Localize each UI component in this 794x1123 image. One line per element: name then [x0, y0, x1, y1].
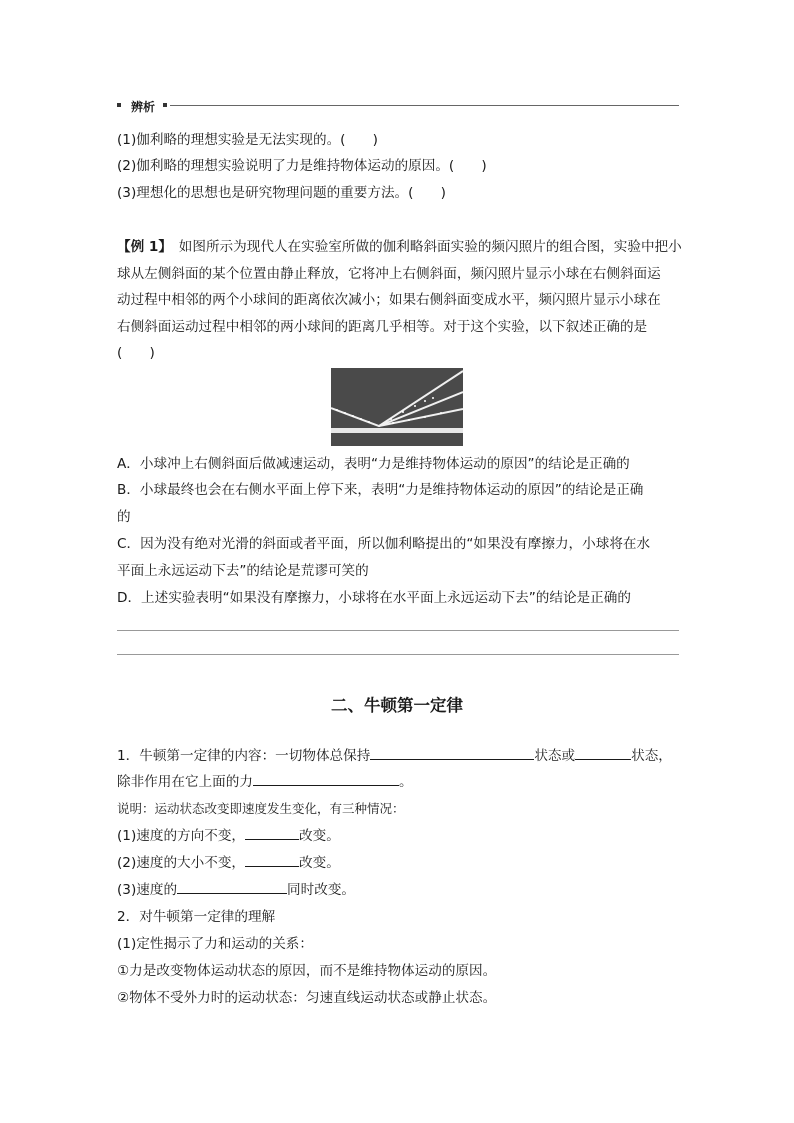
fill-blank[interactable] — [370, 745, 534, 760]
square-bullet-icon — [163, 103, 167, 107]
square-bullet-icon — [117, 103, 121, 107]
option-b: B．小球最终也会在右侧水平面上停下来，表明“力是维持物体运动的原因”的结论是正确 — [117, 482, 644, 498]
example-line-3: 动过程中相邻的两个小球间的距离依次减小；如果右侧斜面变成水平，频闪照片显示小球在 — [117, 292, 661, 308]
judge-item-2: (2)伽利略的理想实验说明了力是维持物体运动的原因。( ) — [117, 158, 487, 174]
fill-blank[interactable] — [253, 771, 399, 786]
option-c-cont: 平面上永远运动下去”的结论是荒谬可笑的 — [117, 563, 369, 579]
divider-top — [117, 630, 679, 631]
galileo-incline-photo — [331, 368, 463, 446]
fill-blank[interactable] — [245, 852, 299, 867]
point-2: ②物体不受外力时的运动状态：匀速直线运动状态或静止状态。 — [117, 990, 497, 1006]
case-3: (3)速度的 同时改变。 — [117, 877, 679, 903]
option-a: A．小球冲上右侧斜面后做减速运动，表明“力是维持物体运动的原因”的结论是正确的 — [117, 456, 630, 472]
sub-1: (1)定性揭示了力和运动的关系： — [117, 936, 313, 952]
fill-blank[interactable] — [177, 879, 287, 894]
example-tag: 【例 1】 — [117, 239, 166, 255]
option-c: C．因为没有绝对光滑的斜面或者平面，所以伽利略提出的“如果没有摩擦力，小球将在水 — [117, 536, 651, 552]
section-title: 二、牛顿第一定律 — [331, 696, 463, 715]
header-rule — [170, 105, 679, 106]
example-line-2: 球从左侧斜面的某个位置由静止释放，它将冲上右侧斜面，频闪照片显示小球在右侧斜面运 — [117, 266, 661, 282]
example-line-4: 右侧斜面运动过程中相邻的两小球间的距离几乎相等。对于这个实验，以下叙述正确的是 — [117, 319, 648, 335]
example-line-1: 【例 1】 如图所示为现代人在实验室所做的伽利略斜面实验的频闪照片的组合图，实验中把小 — [117, 239, 682, 255]
section-label: 辨析 — [131, 100, 156, 114]
section-header-bianxi — [117, 97, 679, 117]
example-line-5: ( ) — [117, 345, 155, 361]
judge-item-3: (3)理想化的思想也是研究物理问题的重要方法。( ) — [117, 185, 446, 201]
law-content-line-1: 1．牛顿第一定律的内容：一切物体总保持 状态或 状态， — [117, 743, 679, 769]
case-2: (2)速度的大小不变， 改变。 — [117, 850, 679, 876]
case-1: (1)速度的方向不变， 改变。 — [117, 823, 679, 849]
option-d: D．上述实验表明“如果没有摩擦力，小球将在水平面上永远运动下去”的结论是正确的 — [117, 590, 631, 606]
judge-item-1: (1)伽利略的理想实验是无法实现的。( ) — [117, 132, 378, 148]
note-line: 说明：运动状态改变即速度发生变化，有三种情况： — [117, 801, 405, 816]
fill-blank[interactable] — [245, 825, 299, 840]
point-1: ①力是改变物体运动状态的原因，而不是维持物体运动的原因。 — [117, 963, 497, 979]
item-2-heading: 2．对牛顿第一定律的理解 — [117, 909, 276, 925]
option-b-cont: 的 — [117, 509, 131, 525]
fill-blank[interactable] — [575, 745, 631, 760]
law-content-line-2: 除非作用在它上面的力 。 — [117, 769, 679, 795]
divider-bottom — [117, 654, 679, 655]
